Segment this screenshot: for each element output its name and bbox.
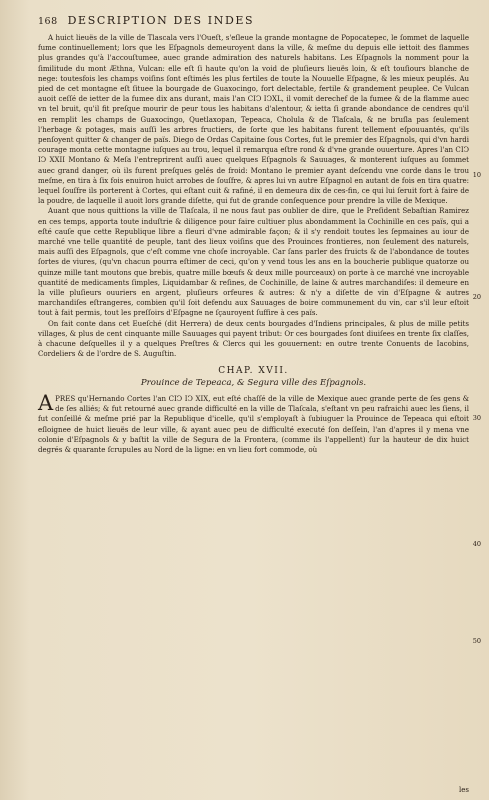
running-title: DESCRIPTION DES INDES	[67, 14, 255, 27]
drop-cap: A	[38, 390, 54, 415]
page-number: 168	[38, 16, 58, 27]
chapter-title: Prouince de Tepeaca, & Segura ville des Eſpagnols.	[140, 377, 367, 388]
paragraph-1: A huict lieuës de la ville de Tlascala vers l'Oueſt, s'eſleue la grande montagne de Popocatepec, le ſommet de laquelle fume continuellement; lors que les Eſpagnols demeuroyent dans la ville, & meſme du depuis elle iettoit des flammes plus grandes qu'à l'accouſtumee, auec grande admiration des naturels habitans. Les Eſpagnols la nomment pour la ſimilitude du mont Æthna, Vulcan: elle eſt ſi haute qu'on la void de pluſieurs lieuës loin, & eſt touſiours blanche de nege: toutesfois les champs voiſins ſont eſtimés les plus fertiles de toute la Nouuelle Eſpagne, & les mieux peuplés. Au pied de cet montagne eſt ſituee la bourgade de Guaxocingo, fort delectable, fertile & grandement peuplee. Ce Vulcan auoit ceſſé de ietter de la fumee dix ans durant, mais l'an CIↃ IↃXL, il vomit derechef de la fumee & de la flamme auec vn tel bruit, qu'il fit preſque mourir de peur tous les habitans d'alentour, & ietta ſi grande abondance de cendres qu'il en remplit les champs de Guaxocingo, Quetlaxopan, Tepeaca, Cholula & de Tlaſcala, & ne bruſla pas ſeulement l'herbage & potages, mais auſſi les arbres fructiers, de ſorte que les habitans furent tellement eſpouuantés, qu'ils penſoyent quitter & changer de païs. Diego de Ordas Capitaine ſous Cortes, fut le premier des Eſpagnols, qui d'vn hardi courage monta cette montagne iuſques au trou, lequel il remarqua eſtre rond & d'vne grande ouuerture. Apres l'an CIↃ IↃ XXII Montano & Meſa l'entreprirent auſſi auec quelques Eſpagnols & Sauuages, & monterent iuſques au ſommet auec grand danger, où ils furent preſques gelés de froid: Montano le premier ayant deſcendu vne corde dans le trou meſme, en tira à ſix fois enuiron huict arrobes de ſouſfre, & apres lui vn autre Eſpagnol en autant de fois en tira quatre: lequel ſouſfre ils porterent à Cortes, qui eſtant cuit & rafiné, il en demeura dix de ces-fin, ce qui lui ſeruit fort à faire de la poudre, de laquelle il auoit lors grande diſette, qui fut de grande conſequence pour prendre la ville de Mexique.	[38, 33, 469, 206]
paragraph-4-text: PRES qu'Hernando Cortes l'an CIↃ IↃ XIX, eut eſté chaſſé de la ville de Mexique auec grande perte de ſes gens & de ſes alliés; & fut retourné auec grande difficulté en la ville de Tlaſcala, s'eſtant vn peu rafraichi auec les ſiens, il fut conſeillé & meſme prié par la Republique d'icelle, qu'il s'employaſt à ſubiuguer la Prouince de Tepeaca qui eſtoit eſloignee de huict lieuës de leur ville, & ayant auec peu de difficulté executé ſon deſſein, l'an d'apres il y mena vne colonie d'Eſpagnols & y baſtit la ville de Segura de la Frontera, (comme ils l'appellent) ſur la hauteur de dix huict degrés & quarante ſcrupules au Nord de la ligne: en vn lieu fort commode, où	[38, 393, 469, 454]
paragraph-2: Auant que nous quittions la ville de Tlaſcala, il ne nous faut pas oublier de dire, que le Preſident Sebaſtian Ramirez en ces temps, apporta toute induſtrie & diligence pour faire cultiuer plus abondamment la Cochinille en ces païs, qui a eſté cauſe que cette Republique libre a fleuri d'vne admirable façon; & il s'y rendoit toutes les ſepmaines au iour de marché vne telle quantité de peuple, tant des lieux voiſins que des Prouinces frontieres, non ſeulement des naturels, mais auſſi des Eſpagnols, que c'eſt comme vne choſe incroyable. Car ſans parler des fruicts & de l'abondance de toutes ſortes de viures, (qu'vn chacun pourra eſtimer de ceci, qu'on y vend tous les ans en la boucherie publique quatorze ou quinze mille tant moutons que brebis, quatre mille bœufs & deux mille pourceaux) on porte à ce marché vne incroyable quantité de medicaments ſimples, Liquidambar & reſines, de Cochinille, de laine & autres marchandiſes: il demeure en la ville pluſieurs ouuriers en argent, pluſieurs orfeures & autres: & n'y a diſette de vin d'Eſpagne & autres marchandiſes eſtrangeres, combien qu'il ſoit defendu aux Sauuages de boire communement du vin, car s'il leur eſtoit tout à fait permis, tout les preſſoirs d'Eſpagne ne ſçauroyent ſuffire à ces païs.	[38, 206, 469, 318]
margin-number-50: 50	[472, 637, 481, 645]
margin-number-30: 30	[472, 414, 481, 422]
main-text	[38, 33, 469, 455]
paragraph-3: On fait conte dans cet Eueſché (dit Herrera) de deux cents bourgades d'Indiens principales, & plus de mille petits villages, & plus de cent cinquante mille Sauuages qui payent tribut: Or ces bourgades ſont diuiſees en trente ſix claſſes, à chacune deſquelles il y a quelques Preſtres & Clercs qui les gouuernent: en outre trente Conuents de Iacobins, Cordeliers & de l'ordre de S. Auguſtin.	[38, 318, 469, 359]
margin-number-20: 20	[472, 293, 481, 301]
page-header	[38, 14, 469, 27]
paragraph-4	[38, 390, 469, 455]
chapter-label: CHAP. XVII.	[218, 365, 289, 376]
catchword: les	[459, 786, 469, 794]
margin-number-10: 10	[472, 171, 481, 179]
margin-number-40: 40	[472, 540, 481, 548]
